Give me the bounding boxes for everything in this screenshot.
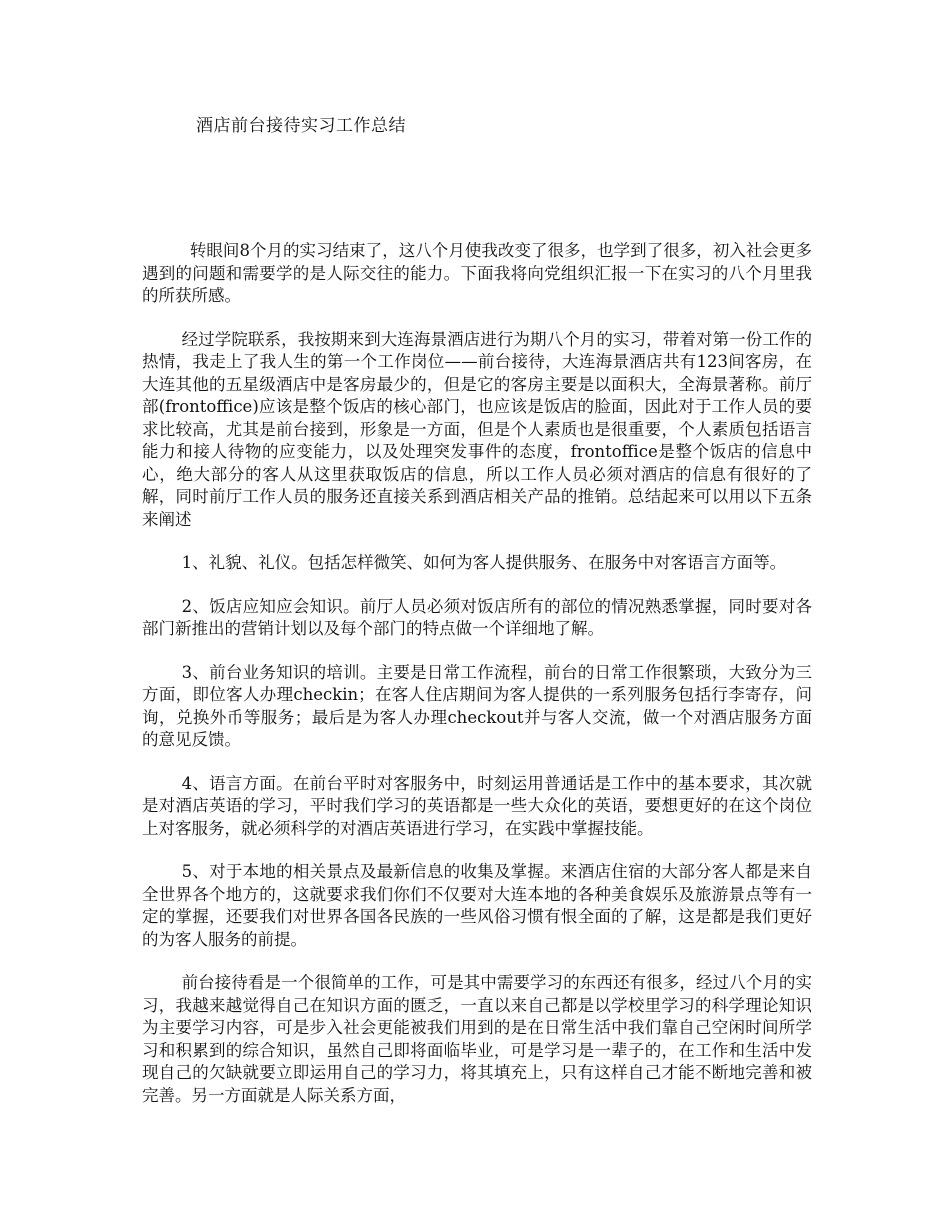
document-body — [142, 240, 812, 1128]
paragraph-point-2: 2、饭店应知应会知识。前厅人员必须对饭店所有的部位的情况熟悉掌握，同时要对各部门新推出的营销计划以及每个部门的特点做一个详细地了解。 — [142, 596, 812, 638]
paragraph-intro: 转眼间8个月的实习结束了，这八个月使我改变了很多，也学到了很多，初入社会更多遇到的问题和需要学的是人际交往的能力。下面我将向党组织汇报一下在实习的八个月里我的所获所感。 — [142, 241, 812, 305]
document-title: 酒店前台接待实习工作总结 — [196, 116, 406, 136]
paragraph-point-1: 1、礼貌、礼仪。包括怎样微笑、如何为客人提供服务、在服务中对客语言方面等。 — [181, 553, 787, 572]
paragraph-reflection: 前台接待看是一个很简单的工作，可是其中需要学习的东西还有很多，经过八个月的实习，我越来越觉得自己在知识方面的匮乏，一直以来自己都是以学校里学习的科学理论知识为主要学习内容，可是步入社会更能被我们用到的是在日常生活中我们靠自己空闲时间所学习和积累到的综合知识，虽然自己即将面临毕业，可是学习是一辈子的，在工作和生活中发现自己的欠缺就要立即运用自己的学习力，将其填充上，只有这样自己才能不断地完善和被完善。另一方面就是人际关系方面， — [142, 973, 812, 1105]
paragraph-point-4: 4、语言方面。在前台平时对客服务中，时刻运用普通话是工作中的基本要求，其次就是对酒店英语的学习，平时我们学习的英语都是一些大众化的英语，要想更好的在这个岗位上对客服务，就必须科学的对酒店英语进行学习，在实践中掌握技能。 — [142, 773, 812, 838]
paragraph-point-3: 3、前台业务知识的培训。主要是日常工作流程，前台的日常工作很繁琐，大致分为三方面，即位客人办理checkin；在客人住店期间为客人提供的一系列服务包括行李寄存，问询，兑换外币等服务；最后是为客人办理checkout并与客人交流，做一个对酒店服务方面的意见反馈。 — [142, 662, 812, 749]
paragraph-internship: 经过学院联系，我按期来到大连海景酒店进行为期八个月的实习，带着对第一份工作的热情，我走上了我人生的第一个工作岗位——前台接待，大连海景酒店共有123间客房，在大连其他的五星级酒店中是客房最少的，但是它的客房主要是以面积大，全海景著称。前厅部(frontoffice)应该是整个饭店的核心部门，也应该是饭店的脸面，因此对于工作人员的要求比较高，尤其是前台接到，形象是一方面，但是个人素质也是很重要，个人素质包括语言能力和接人待物的应变能力，以及处理突发事件的态度，frontoffice是整个饭店的信息中心，绝大部分的客人从这里获取饭店的信息，所以工作人员必须对酒店的信息有很好的了解，同时前厅工作人员的服务还直接关系到酒店相关产品的推销。总结起来可以用以下五条来阐述 — [142, 329, 812, 529]
paragraph-point-5: 5、对于本地的相关景点及最新信息的收集及掌握。来酒店住宿的大部分客人都是来自全世界各个地方的，这就要求我们你们不仅要对大连本地的各种美食娱乐及旅游景点等有一定的掌握，还要我们对世界各国各民族的一些风俗习惯有恨全面的了解，这是都是我们更好的为客人服务的前提。 — [142, 862, 812, 949]
